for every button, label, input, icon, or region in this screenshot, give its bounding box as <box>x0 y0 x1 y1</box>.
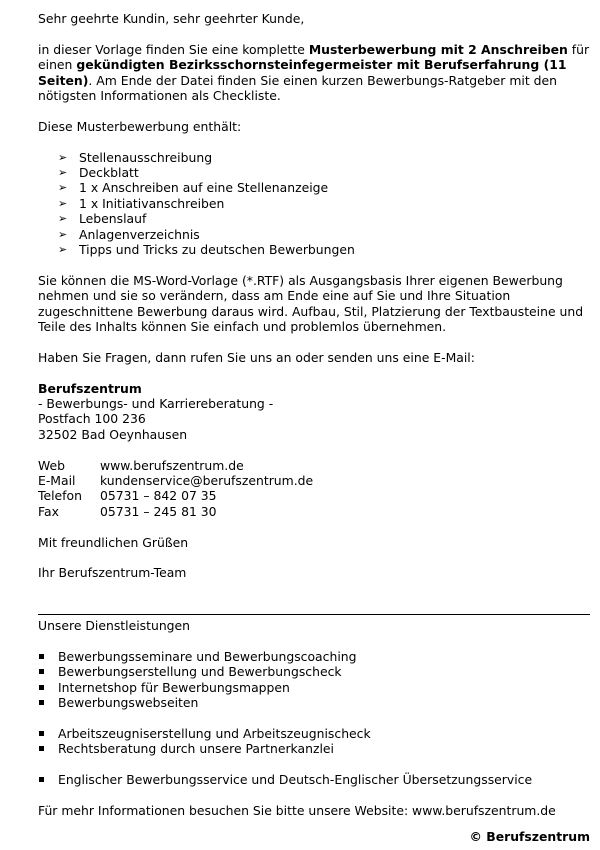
contact-label: E-Mail <box>38 473 76 489</box>
questions-paragraph: Haben Sie Fragen, dann rufen Sie uns an oder senden uns eine E-Mail: <box>38 349 475 365</box>
list-item: ➢ Tipps und Tricks zu deutschen Bewerbungen <box>58 242 355 258</box>
contents-heading: Diese Musterbewerbung enthält: <box>38 118 242 134</box>
arrow-bullet-icon: ➢ <box>58 212 68 226</box>
list-item: Bewerbungserstellung und Bewerbungscheck <box>38 664 590 679</box>
contact-block <box>38 458 590 520</box>
contact-fax-value: 05731 – 245 81 30 <box>100 503 217 519</box>
list-item: Bewerbungswebseiten <box>38 695 590 710</box>
address-street: Postfach 100 236 <box>38 411 146 427</box>
services-divider <box>38 614 590 633</box>
list-item: ➢ Anlagenverzeichnis <box>58 226 200 242</box>
list-item: ➢ 1 x Anschreiben auf eine Stellenanzeige <box>58 180 329 196</box>
square-bullet-icon <box>39 685 44 690</box>
services-list-2 <box>38 726 590 757</box>
list-item: ➢ 1 x Initiativanschreiben <box>58 195 225 211</box>
arrow-bullet-icon: ➢ <box>58 181 68 195</box>
list-item: ➢ Lebenslauf <box>58 211 147 227</box>
list-item: Internetshop für Bewerbungsmappen <box>38 680 590 695</box>
contents-list <box>38 150 590 258</box>
contact-web-value[interactable]: www.berufszentrum.de <box>100 457 244 473</box>
salutation: Sehr geehrte Kundin, sehr geehrter Kunde, <box>38 11 305 26</box>
list-item: Bewerbungsseminare und Bewerbungscoaching <box>38 649 590 664</box>
square-bullet-icon <box>39 777 44 782</box>
contact-row-email <box>38 473 590 488</box>
usage-paragraph: Sie können die MS-Word-Vorlage (*.RTF) als Ausgangsbasis Ihrer eigenen Bewerbung nehmen und sie so verändern, dass am Ende eine auf Sie und Ihre Situation zugeschnittene Bewerbung daraus wird. Aufbau, Stil, Platzierung der Textbausteine und Teile des Inhalts können Sie einfach und problemlos übernehmen. <box>38 272 584 335</box>
contact-row-web <box>38 458 590 473</box>
contact-row-fax <box>38 504 590 519</box>
services-list-3 <box>38 772 590 787</box>
more-info-line: Für mehr Informationen besuchen Sie bitte unsere Website: www.berufszentrum.de <box>38 802 556 818</box>
arrow-bullet-icon: ➢ <box>58 243 68 257</box>
list-item: ➢ Deckblatt <box>58 165 139 181</box>
contact-email-value[interactable]: kundenservice@berufszentrum.de <box>100 473 314 489</box>
square-bullet-icon <box>39 731 44 736</box>
document-page <box>38 11 590 818</box>
square-bullet-icon <box>39 746 44 751</box>
copyright-footer: © Berufszentrum <box>469 829 590 844</box>
list-item: ➢ Stellenausschreibung <box>58 149 213 165</box>
contact-label: Fax <box>38 503 59 519</box>
address-block <box>38 381 590 443</box>
contact-label: Web <box>38 457 66 473</box>
square-bullet-icon <box>39 654 44 659</box>
arrow-bullet-icon: ➢ <box>58 196 68 210</box>
intro-paragraph <box>38 42 590 104</box>
square-bullet-icon <box>39 669 44 674</box>
services-list-1 <box>38 649 590 711</box>
company-tagline: - Bewerbungs- und Karriereberatung - <box>38 396 274 412</box>
intro-bold-2: gekündigten Bezirksschornsteinfegermeister mit Berufserfahrung (11 Seiten) <box>38 57 567 88</box>
arrow-bullet-icon: ➢ <box>58 150 68 164</box>
company-name: Berufszentrum <box>38 380 142 396</box>
services-heading: Unsere Dienstleistungen <box>38 617 191 633</box>
square-bullet-icon <box>39 700 44 705</box>
contact-phone-value: 05731 – 842 07 35 <box>100 488 217 504</box>
arrow-bullet-icon: ➢ <box>58 166 68 180</box>
intro-text-1: in dieser Vorlage finden Sie eine komplette <box>38 41 309 57</box>
closing: Mit freundlichen Grüßen <box>38 534 189 550</box>
contact-row-phone <box>38 488 590 503</box>
contact-label: Telefon <box>38 488 82 504</box>
address-city: 32502 Bad Oeynhausen <box>38 426 188 442</box>
list-item: Rechtsberatung durch unsere Partnerkanzlei <box>38 741 590 756</box>
intro-text-3: . Am Ende der Datei finden Sie einen kurzen Bewerbungs-Ratgeber mit den nötigsten Informationen als Checkliste. <box>38 72 557 104</box>
list-item: Arbeitszeugniserstellung und Arbeitszeugnischeck <box>38 726 590 741</box>
intro-bold-1: Musterbewerbung mit 2 Anschreiben <box>308 41 568 57</box>
arrow-bullet-icon: ➢ <box>58 227 68 241</box>
signature: Ihr Berufszentrum-Team <box>38 565 187 581</box>
intro-text-2: für einen <box>38 41 590 73</box>
list-item: Englischer Bewerbungsservice und Deutsch-Englischer Übersetzungsservice <box>38 772 590 787</box>
